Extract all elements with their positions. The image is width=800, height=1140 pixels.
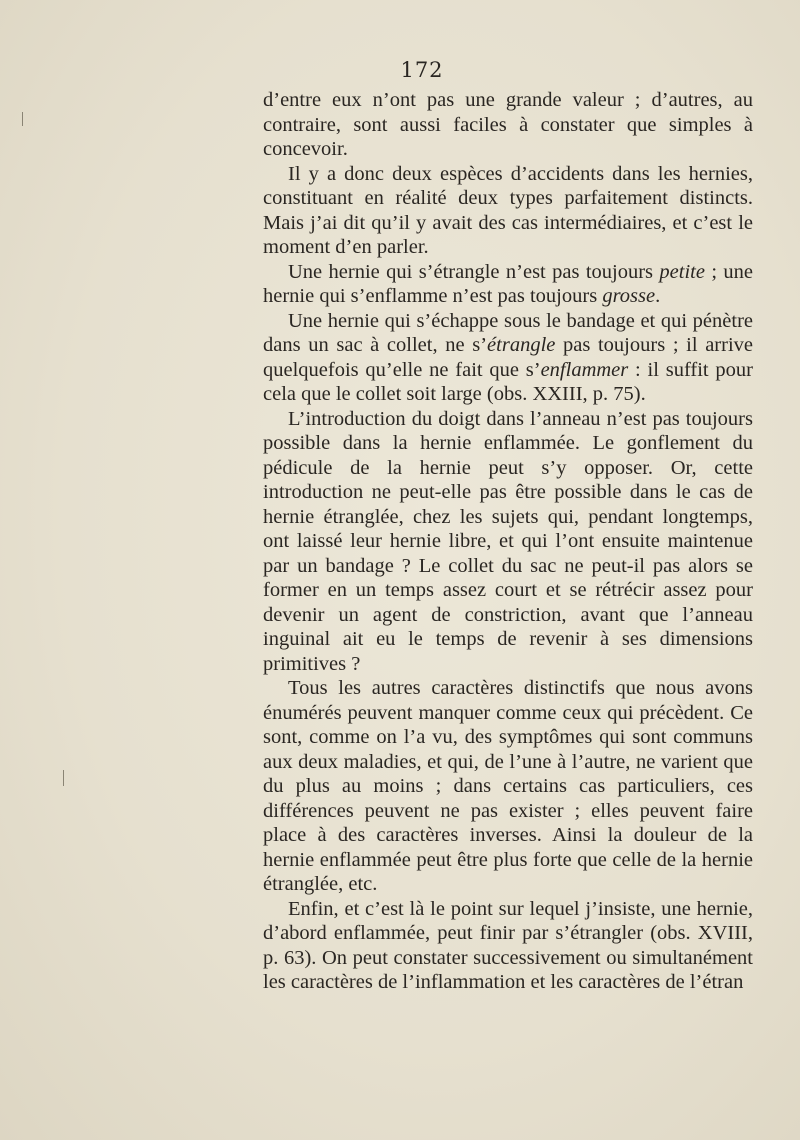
- text-run: Il y a donc deux espèces d’accidents dans les hernies, constituant en réalité deux types parfaitement distincts. Mais j’ai dit qu’il y avait des cas intermédiaires, et c’est le moment d’en parler.: [263, 162, 753, 258]
- paragraph: [263, 260, 753, 309]
- paragraph: [263, 676, 753, 897]
- italic-text: petite: [659, 260, 705, 283]
- text-run: ; une hernie qui s’enflamme n’est pas toujours: [263, 260, 754, 307]
- paragraph: [263, 162, 753, 260]
- body-text: [263, 88, 753, 995]
- italic-text: étrangle: [487, 334, 556, 356]
- text-run: L’introduction du doigt dans l’anneau n’est pas toujours possible dans la hernie enflammée. Le gonflement du pédicule de la hernie peut s’y opposer. Or, cette introduction ne peut-elle pas être possible dans le cas de hernie étranglée, chez les sujets qui, pendant longtemps, ont laissé leur hernie libre, et qui l’ont ensuite maintenue par un bandage ? Le collet du sac ne peut-il pas alors se former en un temps assez court et se rétrécir assez pour devenir un agent de constriction, avant que l’anneau inguinal ait eu le temps de revenir à ses dimensions primitives ?: [263, 407, 753, 675]
- italic-text: enflammer: [540, 358, 629, 381]
- paragraph: [263, 309, 753, 407]
- paragraph: [263, 897, 753, 995]
- paragraph: [263, 88, 753, 162]
- margin-mark: [63, 770, 64, 786]
- page-number: 172: [400, 58, 444, 82]
- margin-mark: [22, 112, 23, 126]
- text-run: Une hernie qui s’échappe sous le bandage et qui pénètre dans un sac à collet, ne s’: [263, 309, 753, 356]
- paragraph: [263, 407, 753, 677]
- text-run: pas toujours ; il arrive quelquefois qu’elle ne fait que s’: [263, 334, 754, 381]
- text-run: Une hernie qui s’étrangle n’est pas toujours: [288, 260, 660, 283]
- text-run: .: [655, 285, 661, 307]
- text-run: d’entre eux n’ont pas une grande valeur ; d’autres, au contraire, sont aussi faciles à constater que simples à concevoir.: [263, 89, 753, 160]
- text-run: Enfin, et c’est là le point sur lequel j’insiste, une hernie, d’abord enflammée, peut finir par s’étrangler (obs. XVIII, p. 63). On peut constater successivement ou simultanément les caractères de l’inflammation et les caractères de l’étran: [263, 897, 753, 993]
- italic-text: grosse: [602, 285, 656, 307]
- text-run: Tous les autres caractères distinctifs que nous avons énumérés peuvent manquer comme ceux qui précèdent. Ce sont, comme on l’a vu, des symptômes qui sont communs aux deux maladies, et qui, de l’une à l’autre, ne varient que du plus au moins ; dans certains cas particuliers, ces différences peuvent ne pas exister ; elles peuvent faire place à des caractères inverses. Ainsi la douleur de la hernie enflammée peut être plus forte que celle de la hernie étranglée, etc.: [263, 677, 753, 895]
- text-run: : il suffit pour cela que le collet soit large (obs. XXIII, p. 75).: [263, 358, 753, 405]
